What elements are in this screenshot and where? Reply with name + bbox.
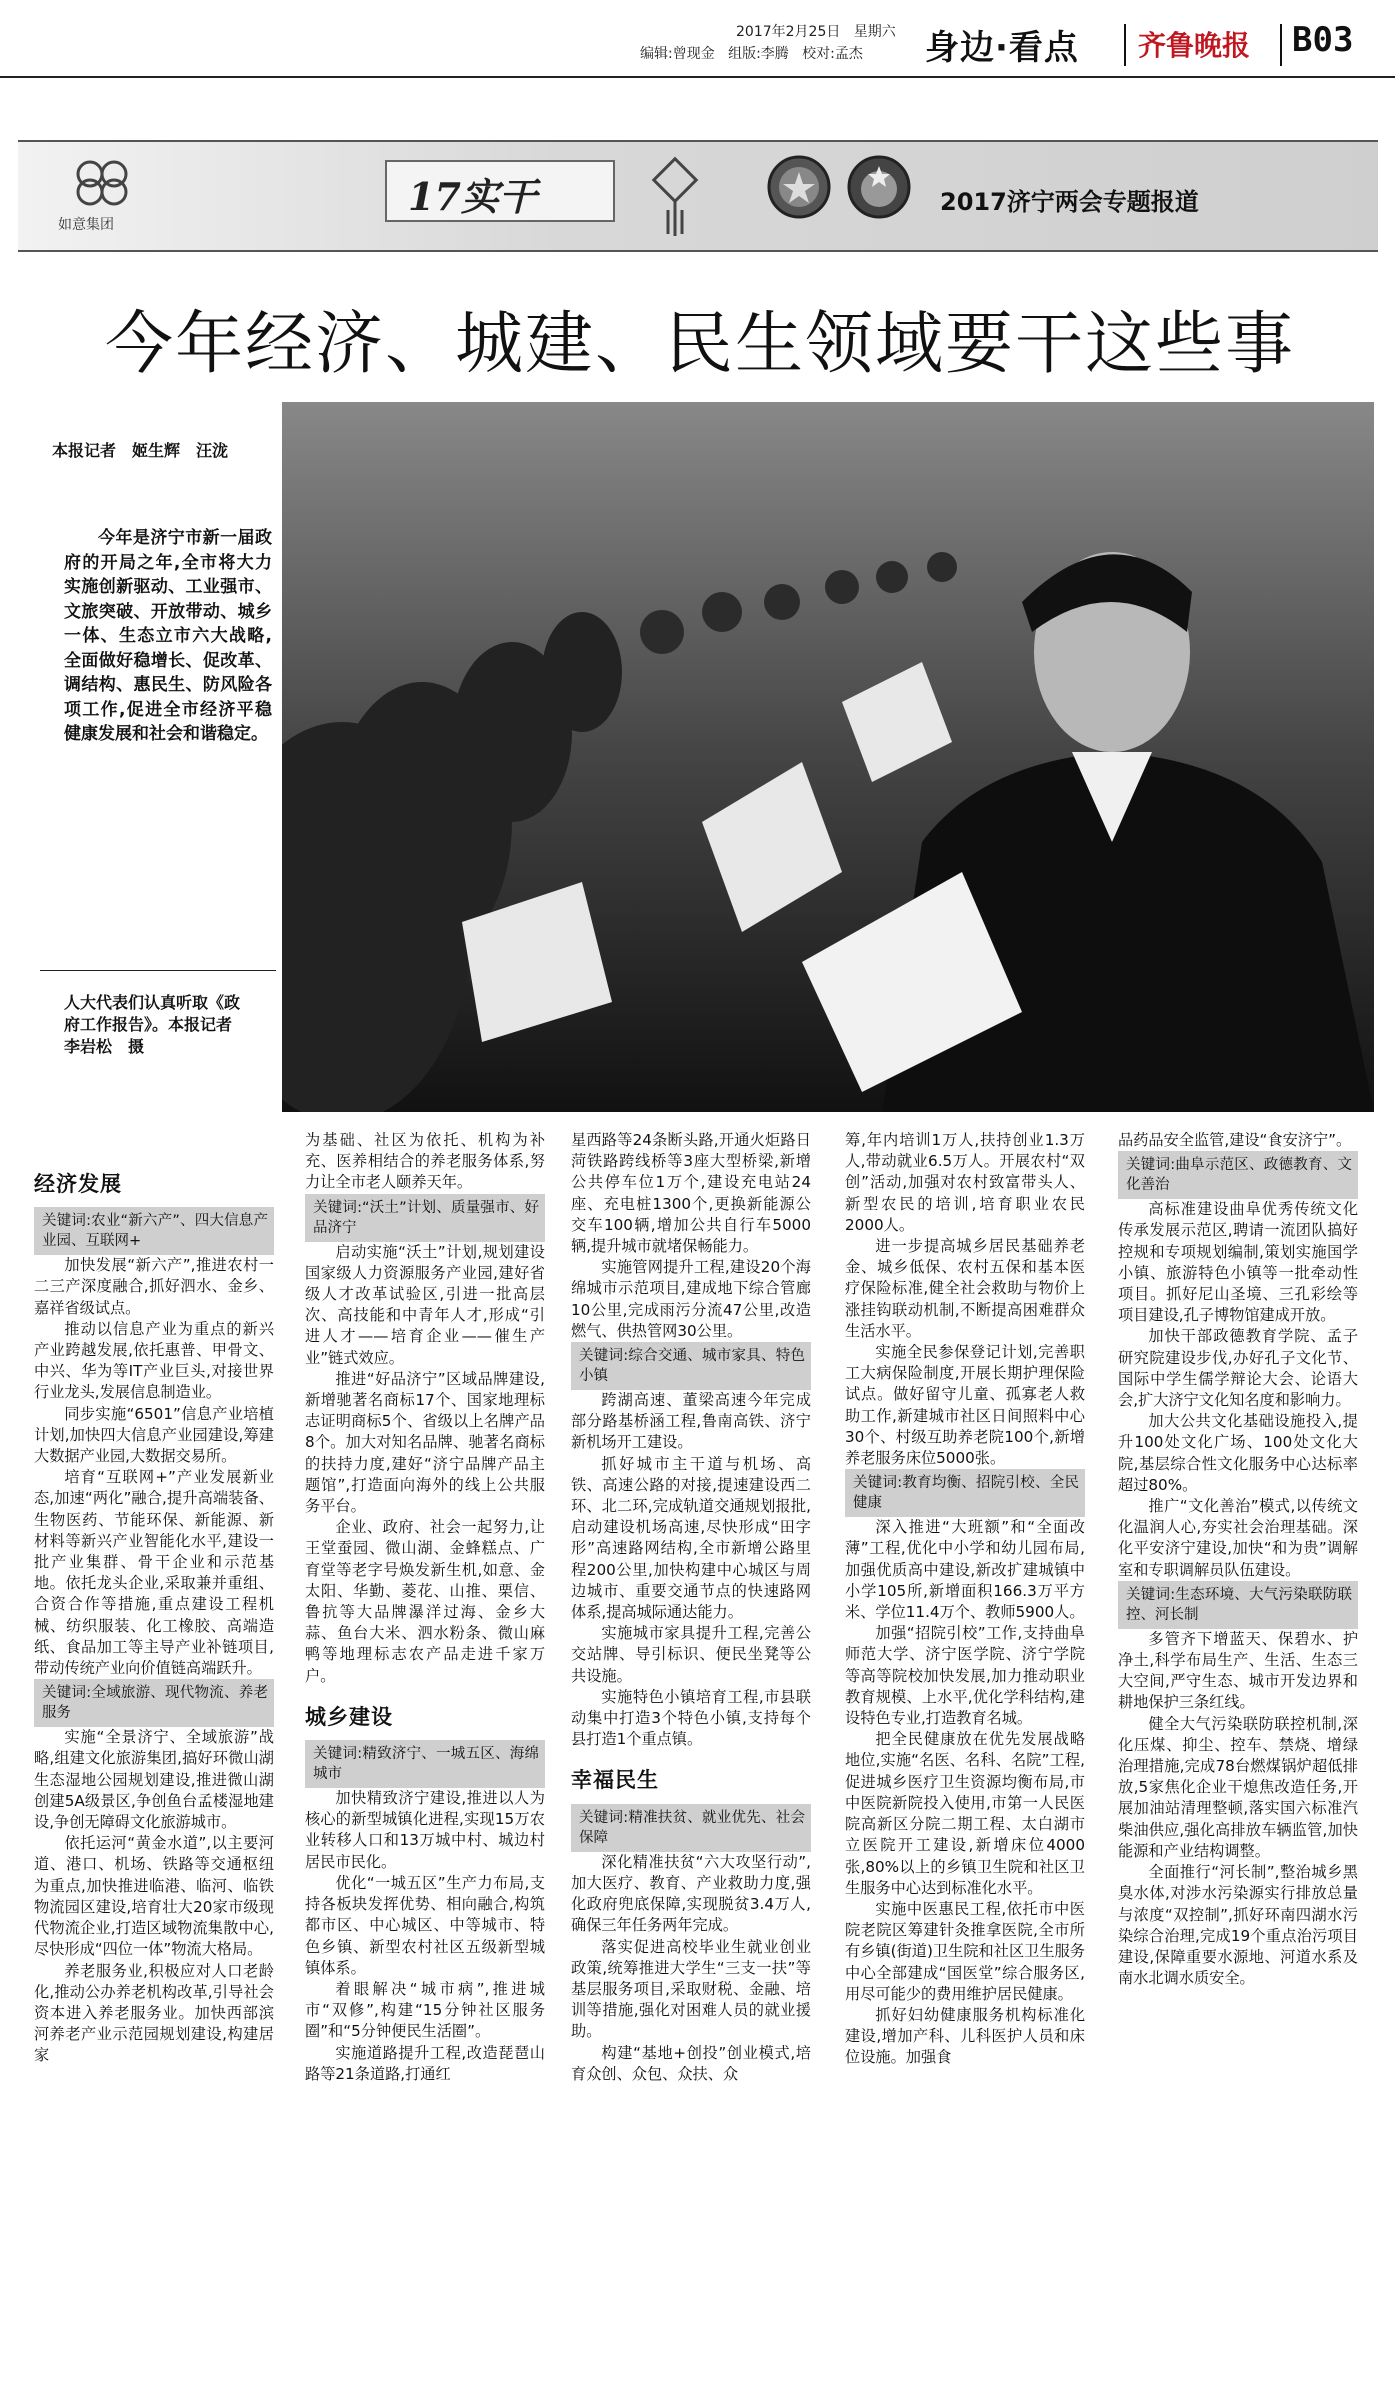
ruyi-logo [42,152,162,222]
paragraph: 实施城市家具提升工程,完善公交站牌、导引标识、便民坐凳等公共设施。 [571,1624,811,1685]
paragraph: 实施道路提升工程,改造琵琶山路等21条道路,打通红 [305,2043,545,2083]
paragraph: 多管齐下增蓝天、保碧水、护净土,科学布局生产、生活、生态三大空间,严守生态、城市开发边界和耕地保护三条红线。 [1118,1629,1358,1712]
keywords-box: 关键词:曲阜示范区、政德教育、文化善治 [1118,1151,1358,1199]
paragraph-continued: 星西路等24条断头路,开通火炬路日菏铁路跨线桥等3座大型桥梁,新增公共停车位1万个,建设充电站24座、充电桩1300个,更换新能源公交车100辆,增加公共自行车5000辆,提升城市就堵保畅能力。 [571,1131,811,1256]
headline: 今年经济、城建、民生领域要干这些事 [104,305,1295,384]
section-title: 身边·看点 [925,28,1079,68]
paragraph: 抓好城市主干道与机场、高铁、高速公路的对接,提速建设西二环、北二环,完成轨道交通规划报批,启动建设机场高速,尽快形成“田字形”高速路网结构,全市新增公路里程200公里,加快构建中心城区与周边城市、重要交通节点的快速路网体系,提高城际通达能力。 [571,1454,811,1622]
section-gap [571,1750,811,1764]
header-weekday: 星期六 [853,24,896,40]
header-date: 2017年2月25日 [736,24,841,40]
paragraph: 抓好妇幼健康服务机构标准化建设,增加产科、儿科医护人员和床位设施。加强食 [845,2005,1085,2067]
paragraph-continued: 筹,年内培训1万人,扶持创业1.3万人,带动就业6.5万人。开展农村“双创”活动,加强对农村致富带头人、新型农民的培训,培育职业农民2000人。 [845,1131,1085,1234]
paragraph: 推进“好品济宁”区域品牌建设,新增驰著名商标17个、国家地理标志证明商标5个、省级以上名牌产品8个。加大对知名品牌、驰著名商标的扶持力度,建好“济宁品牌产品主题馆”,打造面向海外的线上公共服务平台。 [305,1369,545,1516]
keywords-box: 关键词:全域旅游、现代物流、养老服务 [34,1679,274,1727]
paragraph-continued: 为基础、社区为依托、机构为补充、医养相结合的养老服务体系,努力让全市老人颐养天年。 [305,1131,545,1192]
news-photo [282,402,1374,1112]
photo-caption: 人大代表们认真听取《政府工作报告》。本报记者 李岩松 摄 [64,993,249,1056]
chinese-knot-icon [640,150,710,240]
keywords-box: 关键词:精致济宁、一城五区、海绵城市 [305,1740,545,1788]
paragraph: 实施管网提升工程,建设20个海绵城市示范项目,建成地下综合管廊10公里,完成雨污分流47公里,改造燃气、供热管网30公里。 [571,1258,811,1340]
paragraph: 启动实施“沃土”计划,规划建设国家级人力资源服务产业园,建好省级人才改革试验区,引进一批高层次、高技能和中青年人才,形成“引进人才——培育企业——催生产业”链式效应。 [305,1242,545,1367]
paragraph: 深化精准扶贫“六大攻坚行动”,加大医疗、教育、产业救助力度,强化政府兜底保障,实现脱贫3.4万人,确保三年任务两年完成。 [571,1852,811,1935]
paragraph: 实施全民参保登记计划,完善职工大病保险制度,开展长期护理保险试点。做好留守儿童、孤寡老人救助工作,新建城市社区日间照料中心30个、村级互助养老院100个,新增养老服务床位5000张。 [845,1343,1085,1468]
keywords-box: 关键词:农业“新六产”、四大信息产业园、互联网+ [34,1207,274,1255]
paper-logo: 齐鲁晚报 [1138,29,1251,62]
paragraph-continued: 品药品安全监管,建设“食安济宁”。 [1118,1131,1352,1149]
keywords-box: 关键词:教育均衡、招院引校、全民健康 [845,1469,1085,1517]
caption-rule [40,970,276,971]
cppcc-emblem-icon [844,152,914,222]
byline: 本报记者 姬生辉 汪泷 [52,441,229,460]
section-title: 经济发展 [34,1172,122,1196]
paragraph: 养老服务业,积极应对人口老龄化,推动公办养老机构改革,引导社会资本进入养老服务业。加快西部滨河养老产业示范园规划建设,构建居家 [34,1961,274,2065]
paragraph: 实施“全景济宁、全域旅游”战略,组建文化旅游集团,搞好环微山湖生态湿地公园规划建设,推进微山湖创建5A级景区,争创鱼台孟楼湿地建设,争创无障碍文化旅游城市。 [34,1728,274,1832]
national-emblem-icon [764,152,834,222]
paragraph: 培育“互联网+”产业发展新业态,加速“两化”融合,提升高端装备、生物医药、节能环保、新能源、新材料等新兴产业智能化水平,建设一批产业集群、骨干企业和示范基地。依托龙头企业,采取兼并重组、合资合作等措施,重点建设工程机械、纺织服装、化工橡胶、高端造纸、食品加工等主导产业补链项目,带动传统产业向价值链高端跃升。 [34,1468,274,1678]
paragraph: 进一步提高城乡居民基础养老金、城乡低保、农村五保和基本医疗保险标准,健全社会救助与物价上涨挂钩联动机制,不断提高困难群众生活水平。 [845,1237,1085,1340]
paragraph: 实施中医惠民工程,依托市中医院老院区筹建针灸推拿医院,全市所有乡镇(街道)卫生院和社区卫生服务中心全部建成“国医堂”综合服务区,用尽可能少的费用维护居民健康。 [845,1899,1085,2003]
header-editor: 编辑:曾现金 [640,46,715,62]
header-credits [640,44,863,64]
section-gap [305,1687,545,1701]
section-title: 城乡建设 [305,1704,393,1729]
keywords-box: 关键词:生态环境、大气污染联防联控、河长制 [1118,1581,1358,1629]
header-rule [0,76,1395,78]
keywords-box: 关键词:综合交通、城市家具、特色小镇 [571,1342,811,1390]
header-divider [1124,24,1126,66]
header-layout: 组版:李腾 [728,46,789,62]
paragraph: 推动以信息产业为重点的新兴产业跨越发展,依托惠普、甲骨文、中兴、华为等IT产业巨头,对接世界行业龙头,发展信息制造业。 [34,1319,274,1402]
banner-title: 2017济宁两会专题报道 [940,188,1199,216]
paragraph: 加快干部政德教育学院、孟子研究院建设步伐,办好孔子文化节、国际中学生儒学辩论大会、论语大会,扩大济宁文化知名度和影响力。 [1118,1327,1358,1410]
paragraph: 依托运河“黄金水道”,以主要河道、港口、机场、铁路等交通枢纽为重点,加快推进临港、临河、临铁物流园区建设,培育壮大20家市级现代物流企业,打造区域物流集散中心,尽快形成“四位一体”物流大格局。 [34,1834,274,1959]
paragraph: 着眼解决“城市病”,推进城市“双修”,构建“15分钟社区服务圈”和“5分钟便民生活圈”。 [305,1979,545,2041]
intro-paragraph: 今年是济宁市新一届政府的开局之年,全市将大力实施创新驱动、工业强市、文旅突破、开放带动、城乡一体、生态立市六大战略,全面做好稳增长、促改革、调结构、惠民生、防风险各项工作,促进全市经济平稳健康发展和社会和谐稳定。 [64,528,272,744]
column-4 [845,1130,1085,2069]
paragraph: 健全大气污染联防联控机制,深化压煤、抑尘、控车、禁烧、增绿治理措施,完成78台燃煤锅炉超低排放,5家焦化企业干熄焦改造任务,开展加油站清理整顿,落实国六标准汽柴油供应,强化高排放车辆监管,加快能源和产业结构调整。 [1118,1714,1358,1860]
column-5 [1118,1130,1358,1989]
sponsor-name: 如意集团 [58,217,114,233]
header-date-line [736,22,896,42]
keywords-box: 关键词:精准扶贫、就业优先、社会保障 [571,1804,811,1852]
paragraph: 优化“一城五区”生产力布局,支持各板块发挥优势、相向融合,构筑都市区、中心城区、中等城市、特色乡镇、新型农村社区五级新型城镇体系。 [305,1873,545,1977]
section-title: 幸福民生 [571,1768,659,1793]
badge-17: 17实干 [408,174,537,219]
page-number: B03 [1292,20,1354,60]
paragraph: 同步实施“6501”信息产业培植计划,加快四大信息产业园建设,筹建大数据产业园,大数据交易所。 [34,1404,274,1466]
paragraph: 把全民健康放在优先发展战略地位,实施“名医、名科、名院”工程,促进城乡医疗卫生资源均衡布局,市中医院新院投入使用,市第一人民医院高新区分院二期工程、太白湖市立医院开工建设,新增床位4000张,80%以上的乡镇卫生院和社区卫生服务中心达到标准化水平。 [845,1730,1085,1897]
column-1 [34,1168,274,2067]
paragraph: 构建“基地+创投”创业模式,培育众创、众包、众扶、众 [571,2043,811,2083]
paragraph: 高标准建设曲阜优秀传统文化传承发展示范区,聘请一流团队搞好控规和专项规划编制,策划实施国学小镇、旅游特色小镇等一批牵动性项目。抓好尼山圣境、三孔彩绘等项目建设,孔子博物馆建成开放。 [1118,1200,1358,1325]
paragraph: 加大公共文化基础设施投入,提升100处文化广场、100处文化大院,基层综合性文化服务中心达标率超过80%。 [1118,1412,1358,1494]
paragraph: 落实促进高校毕业生就业创业政策,统筹推进大学生“三支一扶”等基层服务项目,采取财税、金融、培训等措施,强化对困难人员的就业援助。 [571,1937,811,2041]
paragraph: 全面推行“河长制”,整治城乡黑臭水体,对涉水污染源实行排放总量与浓度“双控制”,抓好环南四湖水污染综合治理,完成19个重点治污项目建设,保障重要水源地、河道水系及南水北调水质安全。 [1118,1863,1358,1988]
paragraph: 深入推进“大班额”和“全面改薄”工程,优化中小学和幼儿园布局,加强优质高中建设,新改扩建城镇中小学105所,新增面积166.3万平方米、学位11.4万个、教师5900人。 [845,1518,1085,1622]
paragraph: 跨湖高速、董梁高速今年完成部分路基桥涵工程,鲁南高铁、济宁新机场开工建设。 [571,1391,811,1452]
keywords-box: 关键词:“沃土”计划、质量强市、好品济宁 [305,1194,545,1242]
column-3 [571,1130,811,2085]
header-divider [1280,24,1282,66]
column-2 [305,1130,545,2085]
header-proof: 校对:孟杰 [802,46,863,62]
paragraph: 加快发展“新六产”,推进农村一二三产深度融合,抓好泗水、金乡、嘉祥省级试点。 [34,1256,274,1317]
paragraph: 实施特色小镇培育工程,市县联动集中打造3个特色小镇,支持每个县打造1个重点镇。 [571,1687,811,1749]
paragraph: 加快精致济宁建设,推进以人为核心的新型城镇化进程,实现15万农业转移人口和13万城中村、城边村居民市民化。 [305,1789,545,1871]
paragraph: 加强“招院引校”工作,支持曲阜师范大学、济宁医学院、济宁学院等高等院校加快发展,加力推动职业教育规模、上水平,优化学科结构,建设特色专业,打造教育名城。 [845,1624,1085,1728]
paragraph: 推广“文化善治”模式,以传统文化温润人心,夯实社会治理基础。深化平安济宁建设,加快“和为贵”调解室和专职调解员队伍建设。 [1118,1497,1358,1579]
paragraph: 企业、政府、社会一起努力,让王堂蚕园、微山湖、金蜂糕点、广育堂等老字号焕发新生机,如意、金太阳、华勤、菱花、山推、栗信、鲁抗等大品牌瀑洋过海、金乡大蒜、鱼台大米、泗水粉条、微山麻鸭等地理标志农产品走进千家万户。 [305,1518,545,1685]
